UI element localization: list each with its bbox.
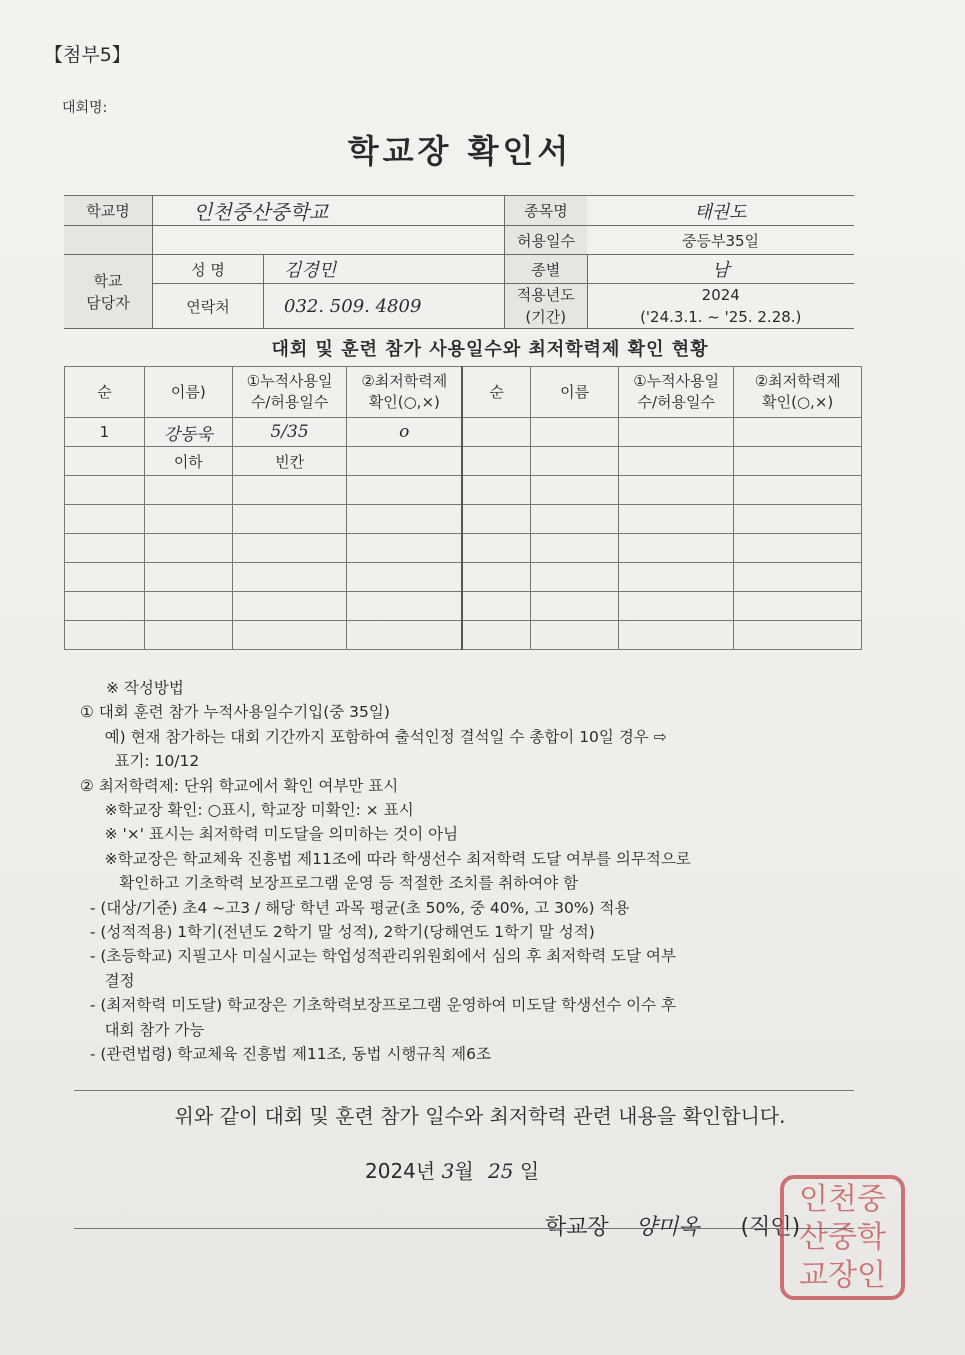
table-cell bbox=[232, 505, 347, 534]
date-year: 2024년 bbox=[365, 1159, 436, 1183]
table-row bbox=[65, 505, 862, 534]
table-header-cell: 순 bbox=[462, 367, 531, 418]
table-cell bbox=[144, 621, 232, 650]
table-cell bbox=[65, 476, 145, 505]
contact-value: 032. 509. 4809 bbox=[264, 284, 505, 329]
table-cell bbox=[531, 534, 619, 563]
table-header-cell: 이름 bbox=[531, 367, 619, 418]
table-cell bbox=[619, 505, 734, 534]
table-header-cell: ②최저학력제 확인(○,×) bbox=[347, 367, 462, 418]
table-header-cell: 이름) bbox=[144, 367, 232, 418]
allowed-days-label: 허용일수 bbox=[505, 226, 588, 255]
table-cell bbox=[734, 476, 862, 505]
table-row bbox=[65, 621, 862, 650]
official-seal: 인천중산중학교장인 bbox=[780, 1175, 905, 1300]
participation-table bbox=[64, 366, 862, 650]
table-cell bbox=[144, 534, 232, 563]
table-row bbox=[65, 563, 862, 592]
table-cell bbox=[347, 447, 462, 476]
instruction-line: ※ '×' 표시는 최저학력 미도달을 의미하는 것이 아님 bbox=[80, 825, 459, 844]
table-cell bbox=[619, 447, 734, 476]
table-header-cell: ①누적사용일 수/허용일수 bbox=[619, 367, 734, 418]
name-label: 성 명 bbox=[153, 255, 264, 284]
table-cell bbox=[347, 476, 462, 505]
table-header-cell: 순 bbox=[65, 367, 145, 418]
school-name-value: 인천중산중학교 bbox=[153, 196, 505, 226]
date-month-unit: 월 bbox=[454, 1159, 474, 1183]
table-cell bbox=[462, 621, 531, 650]
instruction-line: ① 대회 훈련 참가 누적사용일수기입(중 35일) bbox=[80, 703, 390, 722]
table-cell bbox=[144, 592, 232, 621]
table-cell bbox=[462, 476, 531, 505]
gender-value: 남 bbox=[587, 255, 854, 284]
table-cell bbox=[65, 621, 145, 650]
table-cell bbox=[531, 592, 619, 621]
table-cell bbox=[232, 563, 347, 592]
instructions-heading: ※ 작성방법 bbox=[106, 679, 184, 697]
table-cell bbox=[734, 534, 862, 563]
table-row bbox=[65, 447, 862, 476]
instruction-line: ※학교장은 학교체육 진흥법 제11조에 따라 학생선수 최저학력 도달 여부를 의무적으로 bbox=[80, 849, 691, 868]
manager-name-value: 김경민 bbox=[264, 255, 505, 284]
table-row bbox=[65, 476, 862, 505]
instruction-line: 표기: 10/12 bbox=[80, 752, 200, 771]
table-header-cell: ①누적사용일 수/허용일수 bbox=[232, 367, 347, 418]
divider-line bbox=[74, 1090, 854, 1091]
seal-note: (직인) bbox=[740, 1215, 801, 1240]
table-cell bbox=[232, 621, 347, 650]
table-cell: 이하 bbox=[144, 447, 232, 476]
table-cell bbox=[462, 418, 531, 447]
table-cell bbox=[734, 447, 862, 476]
table-cell bbox=[462, 592, 531, 621]
attachment-label: 【첨부5】 bbox=[44, 44, 131, 66]
instruction-line: ※학교장 확인: ○표시, 학교장 미확인: × 표시 bbox=[80, 801, 414, 820]
table-cell bbox=[619, 418, 734, 447]
instruction-line: 대회 참가 가능 bbox=[80, 1020, 205, 1039]
table-cell bbox=[65, 534, 145, 563]
table-cell bbox=[347, 563, 462, 592]
table-cell bbox=[462, 563, 531, 592]
table-cell bbox=[144, 505, 232, 534]
table-cell bbox=[65, 447, 145, 476]
instruction-line: - (대상/기준) 초4 ~고3 / 해당 학년 과목 평균(초 50%, 중 40%, 고 30%) 적용 bbox=[80, 898, 630, 917]
table-cell bbox=[734, 505, 862, 534]
sport-value: 태권도 bbox=[587, 196, 854, 226]
table-header-cell: ②최저학력제 확인(○,×) bbox=[734, 367, 862, 418]
confirm-statement: 위와 같이 대회 및 훈련 참가 일수와 최저학력 관련 내용을 확인합니다. bbox=[174, 1104, 786, 1128]
signing-date bbox=[365, 1155, 539, 1184]
table-cell bbox=[144, 563, 232, 592]
manager-label: 학교 담당자 bbox=[64, 255, 153, 329]
table-cell bbox=[734, 592, 862, 621]
table-cell bbox=[347, 505, 462, 534]
document-title: 학교장 확인서 bbox=[347, 132, 573, 170]
table-cell: 5/35 bbox=[232, 418, 347, 447]
table-row bbox=[65, 418, 862, 447]
table-cell bbox=[619, 563, 734, 592]
table-cell bbox=[531, 621, 619, 650]
date-month: 3 bbox=[441, 1159, 455, 1183]
table-cell bbox=[734, 418, 862, 447]
table-cell bbox=[462, 447, 531, 476]
section-title: 대회 및 훈련 참가 사용일수와 최저학력제 확인 현황 bbox=[271, 339, 709, 360]
principal-title: 학교장 bbox=[545, 1215, 609, 1240]
table-header-row bbox=[65, 367, 862, 418]
gender-label: 종별 bbox=[505, 255, 588, 284]
table-cell bbox=[65, 592, 145, 621]
year-value: 2024 ('24.3.1. ~ '25. 2.28.) bbox=[587, 284, 854, 329]
school-name-label: 학교명 bbox=[64, 196, 153, 226]
table-cell bbox=[144, 476, 232, 505]
event-name-label: 대회명: bbox=[62, 100, 108, 116]
date-day: 25 bbox=[488, 1159, 514, 1183]
contact-label: 연락처 bbox=[153, 284, 264, 329]
table-cell bbox=[65, 505, 145, 534]
instruction-line: - (초등학교) 지필고사 미실시교는 학업성적관리위원회에서 심의 후 최저학력 도달 여부 bbox=[80, 947, 676, 966]
instruction-line: ② 최저학력제: 단위 학교에서 확인 여부만 표시 bbox=[80, 776, 399, 795]
table-cell bbox=[462, 534, 531, 563]
table-cell bbox=[531, 418, 619, 447]
table-cell bbox=[734, 621, 862, 650]
table-cell bbox=[347, 534, 462, 563]
table-cell bbox=[65, 563, 145, 592]
principal-signature bbox=[545, 1210, 800, 1241]
table-cell bbox=[619, 534, 734, 563]
table-cell bbox=[619, 621, 734, 650]
table-cell: 강동욱 bbox=[144, 418, 232, 447]
table-cell bbox=[347, 621, 462, 650]
school-info-table bbox=[64, 195, 854, 329]
table-cell bbox=[531, 476, 619, 505]
table-cell bbox=[619, 476, 734, 505]
table-cell bbox=[531, 563, 619, 592]
instruction-line: - (성적적용) 1학기(전년도 2학기 말 성적), 2학기(당해연도 1학기 말 성적) bbox=[80, 923, 595, 942]
table-cell bbox=[462, 505, 531, 534]
date-day-unit: 일 bbox=[519, 1159, 540, 1183]
year-label: 적용년도 (기간) bbox=[505, 284, 588, 329]
instruction-line: 예) 현재 참가하는 대회 기간까지 포함하여 출석인정 결석일 수 총합이 10일 경우 ⇨ bbox=[80, 727, 667, 746]
table-cell bbox=[232, 534, 347, 563]
table-cell: o bbox=[347, 418, 462, 447]
allowed-days-value: 중등부35일 bbox=[587, 226, 854, 255]
table-cell bbox=[531, 505, 619, 534]
table-row bbox=[65, 534, 862, 563]
table-row bbox=[65, 592, 862, 621]
table-cell: 1 bbox=[65, 418, 145, 447]
table-cell bbox=[232, 592, 347, 621]
sport-label: 종목명 bbox=[505, 196, 588, 226]
instruction-line: - (최저학력 미도달) 학교장은 기초학력보장프로그램 운영하여 미도달 학생선수 이수 후 bbox=[80, 996, 676, 1015]
table-cell bbox=[531, 447, 619, 476]
instruction-line: 결정 bbox=[80, 971, 135, 990]
instruction-line: - (관련법령) 학교체육 진흥법 제11조, 동법 시행규칙 제6조 bbox=[80, 1045, 491, 1064]
instructions bbox=[80, 676, 890, 1067]
instruction-line: 확인하고 기초학력 보장프로그램 운영 등 적절한 조치를 취하여야 함 bbox=[80, 874, 579, 893]
table-cell bbox=[232, 476, 347, 505]
table-cell: 빈칸 bbox=[232, 447, 347, 476]
table-cell bbox=[619, 592, 734, 621]
table-cell bbox=[347, 592, 462, 621]
table-cell bbox=[734, 563, 862, 592]
principal-name: 양미옥 bbox=[635, 1215, 700, 1240]
